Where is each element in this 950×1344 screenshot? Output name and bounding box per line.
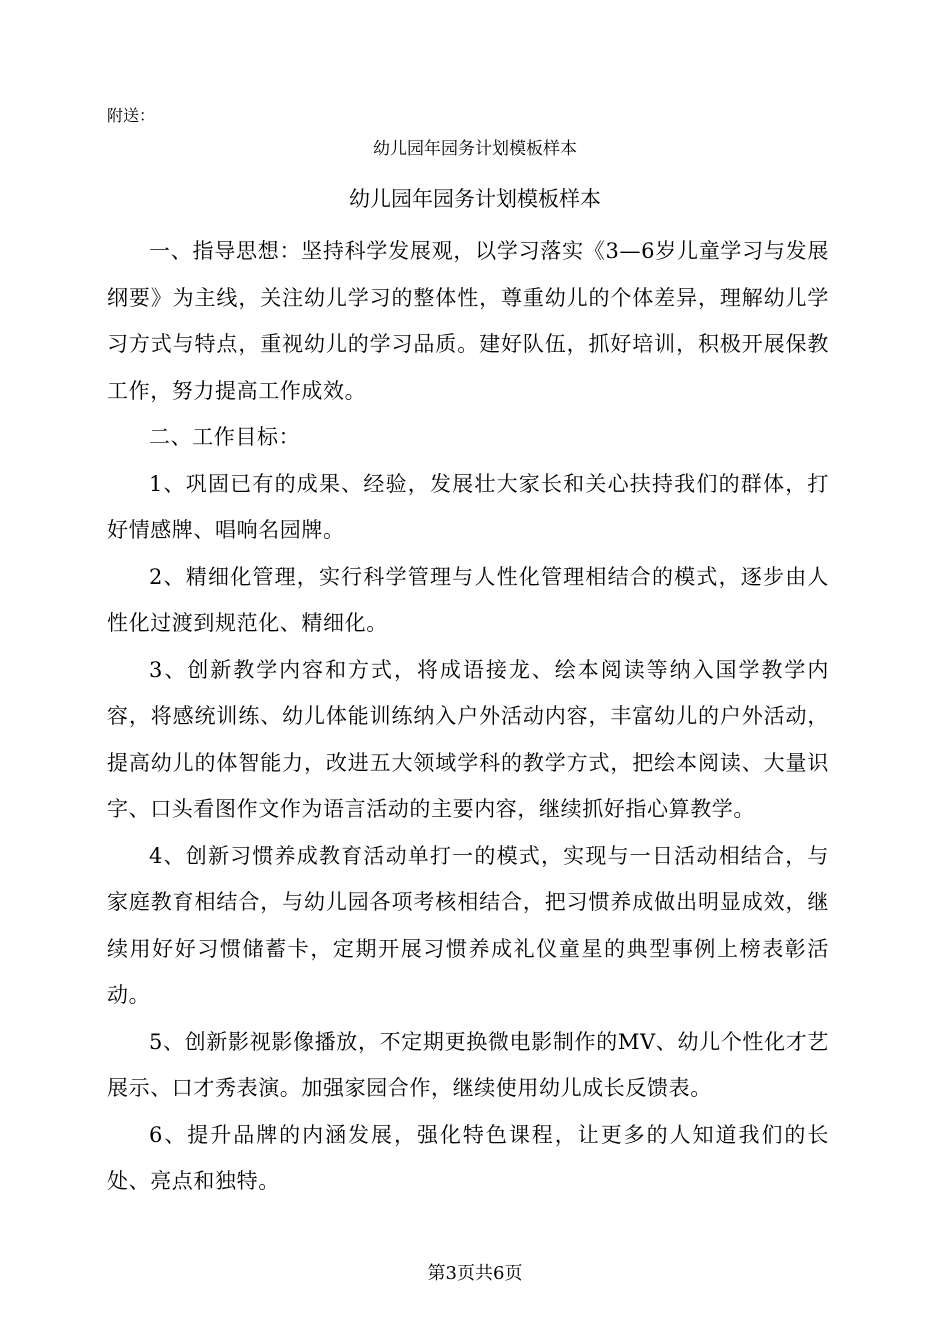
header-title: 幼儿园年园务计划模板样本: [373, 139, 577, 159]
paragraph-goal-6: 6、提升品牌的内涵发展，强化特色课程，让更多的人知道我们的长处、亮点和独特。: [107, 1122, 829, 1193]
paragraph-goal-5: 5、创新影视影像播放，不定期更换微电影制作的MV、幼儿个性化才艺展示、口才秀表演。加强家园合作，继续使用幼儿成长反馈表。: [107, 1029, 829, 1100]
paragraph-goal-3: 3、创新教学内容和方式，将成语接龙、绘本阅读等纳入国学教学内容，将感统训练、幼儿体能训练纳入户外活动内容，丰富幼儿的户外活动，提高幼儿的体智能力，改进五大领域学科的教学方式，把绘本阅读、大量识字、口头看图作文作为语言活动的主要内容，继续抓好指心算教学。: [107, 657, 829, 821]
paragraph-guiding-ideology: 一、指导思想：坚持科学发展观，以学习落实《3—6岁儿童学习与发展纲要》为主线，关注幼儿学习的整体性，尊重幼儿的个体差异，理解幼儿学习方式与特点，重视幼儿的学习品质。建好队伍，抓好培训，积极开展保教工作，努力提高工作成效。: [107, 239, 829, 403]
paragraph-goal-1: 1、巩固已有的成果、经验，发展壮大家长和关心扶持我们的群体，打好情感牌、唱响名园牌。: [107, 471, 829, 542]
paragraph-goal-4: 4、创新习惯养成教育活动单打一的模式，实现与一日活动相结合，与家庭教育相结合，与幼儿园各项考核相结合，把习惯养成做出明显成效，继续用好好习惯储蓄卡，定期开展习惯养成礼仪童星的典型事例上榜表彰活动。: [107, 843, 829, 1007]
attachment-note: 附送：: [107, 106, 156, 125]
document-body: [107, 228, 829, 1205]
paragraph-goal-2: 2、精细化管理，实行科学管理与人性化管理相结合的模式，逐步由人性化过渡到规范化、精细化。: [107, 564, 829, 635]
paragraph-work-goals-heading: 二、工作目标：: [149, 425, 301, 449]
page-number-footer: 第3页共6页: [427, 1263, 523, 1284]
document-title: 幼儿园年园务计划模板样本: [349, 187, 601, 211]
